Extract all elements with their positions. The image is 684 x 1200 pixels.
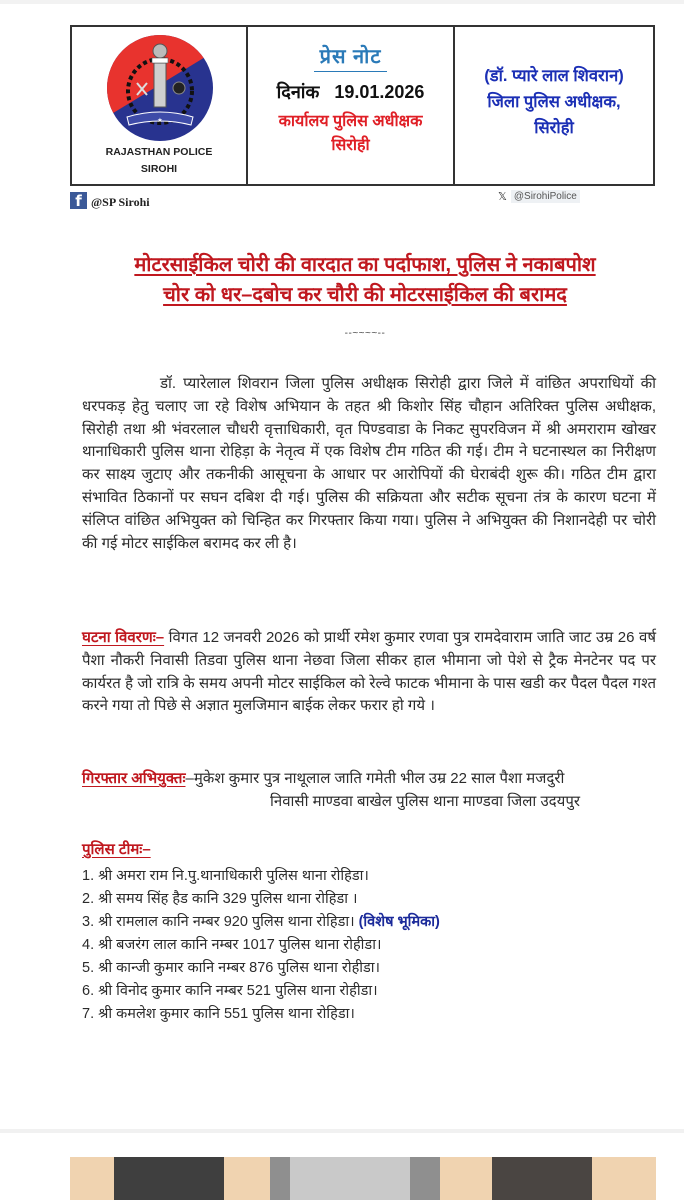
member-number: 5. [82,960,95,976]
member-number: 2. [82,891,95,907]
office-line1: कार्यालय पुलिस अधीक्षक [278,113,423,130]
member-text: श्री रामलाल कानि नम्बर 920 पुलिस थाना रोहिडा। [98,914,355,930]
intro-paragraph: डॉ. प्यारेलाल शिवरान जिला पुलिस अधीक्षक सिरोही द्वारा जिले में वांछित अपराधियों की धरपकड़ हेतु चलाए जा रहे विशेष अभियान के तहत श्री किशोर सिंह चौहान अतिरिक्त पुलिस अधीक्षक, सिरोही तथा श्री भंवरलाल चौधरी वृत्ताधिकारी, वृत पिण्डवाडा के निकट सुपरविजन में श्री अमराराम खोखर थानाधिकारी पुलिस थाना रोहिड़ा के नेतृत्व में एक विशेष टीम गठित की गई। टीम ने घटनास्थल का निरीक्षण कर साक्ष्य जुटाए और तकनीकी आसूचना के आधार पर आरोपियों की घेराबंदी शुरू की। गठित टीम द्वारा संभावित ठिकानों पर सघन दबिश दी गई। पुलिस की सक्रियता और सटीक सूचना तंत्र के कारण घटना में संलिप्त वांछित अभियुक्त को चिन्हित कर गिरफ्तार किया गया। पुलिस ने अभियुक्त की निशानदेही पर चोरी की गई मोटर साईकिल बरामद कर ली है। [82,375,656,552]
facebook-icon: f [70,192,87,209]
x-handle: @SirohiPolice [511,190,580,203]
incident-paragraph [82,627,656,718]
team-member [82,1003,440,1026]
team-member [82,888,440,911]
accused-label: गिरफ्तार अभियुक्तः [82,770,186,787]
member-number: 6. [82,983,95,999]
incident-text: विगत 12 जनवरी 2026 को प्रार्थी रमेश कुमार रणवा पुत्र रामदेवाराम जाति जाट उम्र 26 वर्ष पैशा नौकरी निवासी तिडवा पुलिस थाना नेछवा जिला सीकर हाल भीमाना जो पेशे से ट्रैक मेनटेनर पद पर कार्यरत है जो रात्रि के समय अपनी मोटर साईकिल को रेल्वे फाटक भीमाना के पास खडी कर पैदल पैदल गश्त करने गया तो पिछे से अज्ञात मुलजिमान बाईक लेकर फरार हो गये । [82,629,656,715]
team-member [82,934,440,957]
headline [60,250,670,310]
headline-line1: मोटरसाईकिल चोरी की वारदात का पर्दाफाश, पुलिस ने नकाबपोश [134,254,596,276]
logo-caption-line1: RAJASTHAN POLICE [105,146,213,158]
facebook-handle: @SP Sirohi [91,195,150,209]
member-number: 7. [82,1006,95,1022]
member-text: श्री अमरा राम नि.पु.थानाधिकारी पुलिस थाना रोहिडा। [98,868,369,884]
date-label: दिनांक [276,82,320,102]
sp-title: जिला पुलिस अधीक्षक, [487,93,621,111]
member-text: श्री समय सिंह हैड कानि 329 पुलिस थाना रोहिडा । [98,891,358,907]
window-grille-left [114,1157,224,1200]
date-row [248,80,453,104]
logo-cell [72,27,248,184]
accused-line1 [82,768,662,791]
press-note-cell [248,27,455,184]
svg-text:★: ★ [157,117,163,124]
sp-name: (डॉ. प्यारे लाल शिवरान) [484,67,624,85]
member-number: 1. [82,868,95,884]
window-grille-right [492,1157,592,1200]
x-link[interactable] [498,190,580,203]
member-text: श्री कान्जी कुमार कानि नम्बर 876 पुलिस थाना रोहीडा। [98,960,381,976]
doorway-inner [290,1157,410,1200]
member-text: श्री विनोद कुमार कानि नम्बर 521 पुलिस थाना रोहीडा। [98,983,378,999]
sp-cell [455,27,653,184]
sp-location: सिरोही [534,119,574,137]
team-member [82,865,440,888]
member-number: 4. [82,937,95,953]
police-team-list [82,865,440,1026]
member-text: श्री कमलेश कुमार कानि 551 पुलिस थाना रोहिडा। [98,1006,355,1022]
office-line2: सिरोही [331,137,370,154]
incident-label: घटना विवरणः– [82,629,165,646]
accused-section [82,768,662,814]
police-team-label: पुलिस टीमः– [82,841,151,858]
page-divider [0,1129,684,1133]
ornament-divider: --~~~~-- [344,328,386,339]
accused-details: –मुकेश कुमार पुत्र नाथूलाल जाति गमेती भील उम्र 22 साल पैशा मजदुरी [185,770,565,787]
press-note-header [70,25,655,186]
x-icon: 𝕏 [498,191,507,203]
date-value: 19.01.2026 [334,82,425,102]
team-member [82,957,440,980]
top-strip [0,0,684,4]
team-member [82,911,440,934]
accused-line2: निवासी माण्डवा बाखेल पुलिस थाना माण्डवा जिला उदयपुर [270,792,580,810]
member-text: श्री बजरंग लाल कानि नम्बर 1017 पुलिस थाना रोहीडा। [98,937,382,953]
facebook-link[interactable] [70,190,150,210]
headline-line2: चोर को धर–दबोच कर चौरी की मोटरसाईकिल की बरामद [163,284,567,306]
sp-block [455,63,653,141]
logo-caption-line2: SIROHI [140,163,178,175]
member-number: 3. [82,914,95,930]
team-member [82,980,440,1003]
press-note-title: प्रेस नोट [314,42,388,72]
rajasthan-police-emblem-icon [105,33,215,143]
building-photo[interactable] [70,1157,656,1200]
special-role-note: (विशेष भूमिका) [358,914,440,930]
